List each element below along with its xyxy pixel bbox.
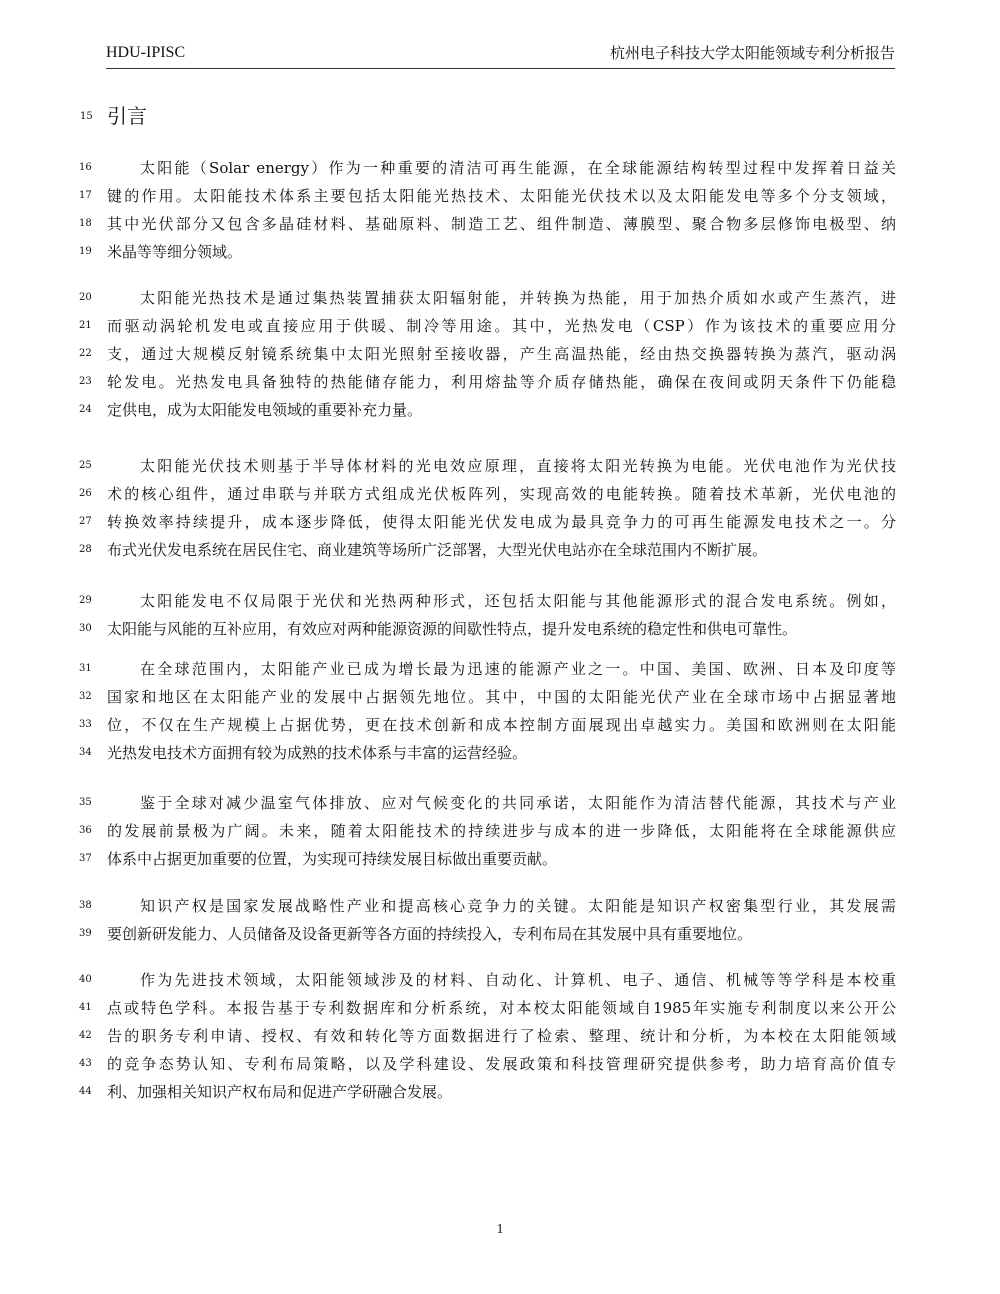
text-line — [79, 892, 896, 920]
line-number: 39 — [79, 928, 92, 939]
text-line — [79, 508, 896, 536]
text-line — [79, 683, 896, 711]
text-line — [79, 480, 896, 508]
text-line — [79, 536, 896, 564]
line-text: 支，通过大规模反射镜系统集中太阳光照射至接收器，产生高温热能，经由热交换器转换为蒸汽，驱动涡 — [107, 345, 896, 363]
line-text: 转换效率持续提升，成本逐步降低，使得太阳能光伏发电成为最具竞争力的可再生能源发电技术之一。分 — [107, 513, 896, 531]
line-number: 27 — [79, 516, 92, 527]
line-text: 知识产权是国家发展战略性产业和提高核心竞争力的关键。太阳能是知识产权密集型行业，其发展需 — [140, 897, 896, 915]
line-number: 25 — [79, 460, 92, 471]
text-line — [79, 284, 896, 312]
header-divider — [106, 68, 895, 69]
text-line — [79, 182, 896, 210]
text-line — [79, 966, 896, 994]
line-number: 32 — [79, 691, 92, 702]
text-line — [79, 587, 896, 615]
page-number: 1 — [496, 1222, 504, 1237]
line-text: 在全球范围内，太阳能产业已成为增长最为迅速的能源产业之一。中国、美国、欧洲、日本及印度等 — [140, 660, 896, 678]
text-line — [79, 994, 896, 1022]
line-number: 24 — [79, 404, 92, 415]
line-text: 光热发电技术方面拥有较为成熟的技术体系与丰富的运营经验。 — [107, 744, 528, 762]
section-heading — [0, 103, 1000, 129]
paragraph — [79, 452, 896, 564]
text-line — [79, 845, 896, 873]
line-number: 16 — [79, 162, 92, 173]
text-line — [79, 920, 896, 948]
line-text: 国家和地区在太阳能产业的发展中占据领先地位。其中，中国的太阳能光伏产业在全球市场中占据显著地 — [107, 688, 896, 706]
line-text: 轮发电。光热发电具备独特的热能储存能力，利用熔盐等介质存储热能，确保在夜间或阴天条件下仍能稳 — [107, 373, 896, 391]
line-number: 38 — [79, 900, 92, 911]
line-text: 太阳能光伏技术则基于半导体材料的光电效应原理，直接将太阳光转换为电能。光伏电池作为光伏技 — [140, 457, 896, 475]
line-number: 34 — [79, 747, 92, 758]
line-number: 41 — [79, 1002, 92, 1013]
line-text: 太阳能光热技术是通过集热装置捕获太阳辐射能，并转换为热能，用于加热介质如水或产生蒸汽，进 — [140, 289, 896, 307]
line-number: 29 — [79, 595, 92, 606]
paragraph — [79, 789, 896, 873]
text-line — [79, 238, 896, 266]
line-number: 40 — [79, 974, 92, 985]
line-number: 17 — [79, 190, 92, 201]
line-text: 太阳能与风能的互补应用，有效应对两种能源资源的间歇性特点，提升发电系统的稳定性和供电可靠性。 — [107, 620, 798, 638]
line-text: 布式光伏发电系统在居民住宅、商业建筑等场所广泛部署，大型光伏电站亦在全球范围内不断扩展。 — [107, 541, 768, 559]
text-line — [79, 312, 896, 340]
line-number: 19 — [79, 246, 92, 257]
text-line — [79, 1050, 896, 1078]
line-text: 术的核心组件，通过串联与并联方式组成光伏板阵列，实现高效的电能转换。随着技术革新，光伏电池的 — [107, 485, 896, 503]
paragraph — [79, 966, 896, 1106]
page-header — [106, 44, 895, 66]
text-line — [79, 452, 896, 480]
text-line — [79, 396, 896, 424]
line-text: 太阳能（Solar energy）作为一种重要的清洁可再生能源，在全球能源结构转型过程中发挥着日益关 — [140, 159, 896, 177]
paragraph — [79, 892, 896, 948]
line-number: 21 — [79, 320, 92, 331]
line-number: 43 — [79, 1058, 92, 1069]
line-number: 26 — [79, 488, 92, 499]
line-number: 30 — [79, 623, 92, 634]
line-text: 其中光伏部分又包含多晶硅材料、基础原料、制造工艺、组件制造、薄膜型、聚合物多层修饰电极型、纳 — [107, 215, 896, 233]
text-line — [79, 817, 896, 845]
text-line — [79, 789, 896, 817]
line-text: 位，不仅在生产规模上占据优势，更在技术创新和成本控制方面展现出卓越实力。美国和欧洲则在太阳能 — [107, 716, 896, 734]
line-text: 点或特色学科。本报告基于专利数据库和分析系统，对本校太阳能领域自1985年实施专利制度以来公开公 — [107, 999, 896, 1017]
text-line — [79, 655, 896, 683]
text-line — [79, 210, 896, 238]
line-text: 作为先进技术领域，太阳能领域涉及的材料、自动化、计算机、电子、通信、机械等等学科是本校重 — [140, 971, 896, 989]
text-line — [79, 1022, 896, 1050]
line-number: 15 — [80, 111, 93, 122]
line-text: 而驱动涡轮机发电或直接应用于供暖、制冷等用途。其中，光热发电（CSP）作为该技术的重要应用分 — [107, 317, 896, 335]
line-text: 的竞争态势认知、专利布局策略，以及学科建设、发展政策和科技管理研究提供参考，助力培育高价值专 — [107, 1055, 896, 1073]
line-number: 20 — [79, 292, 92, 303]
text-line — [79, 154, 896, 182]
section-title: 引言 — [107, 104, 147, 128]
line-text: 体系中占据更加重要的位置，为实现可持续发展目标做出重要贡献。 — [107, 850, 558, 868]
line-number: 44 — [79, 1086, 92, 1097]
line-number: 42 — [79, 1030, 92, 1041]
paragraph — [79, 284, 896, 424]
line-number: 31 — [79, 663, 92, 674]
line-text: 太阳能发电不仅局限于光伏和光热两种形式，还包括太阳能与其他能源形式的混合发电系统。例如， — [140, 592, 896, 610]
text-line — [79, 340, 896, 368]
paragraph — [79, 655, 896, 767]
line-number: 28 — [79, 544, 92, 555]
text-line — [79, 368, 896, 396]
line-number: 36 — [79, 825, 92, 836]
line-text: 要创新研发能力、人员储备及设备更新等各方面的持续投入，专利布局在其发展中具有重要地位。 — [107, 925, 753, 943]
line-number: 37 — [79, 853, 92, 864]
line-text: 利、加强相关知识产权布局和促进产学研融合发展。 — [107, 1083, 453, 1101]
paragraph — [79, 587, 896, 643]
line-text: 鉴于全球对减少温室气体排放、应对气候变化的共同承诺，太阳能作为清洁替代能源，其技术与产业 — [140, 794, 896, 812]
line-number: 23 — [79, 376, 92, 387]
line-text: 米晶等等细分领域。 — [107, 243, 243, 261]
text-line — [79, 739, 896, 767]
line-number: 22 — [79, 348, 92, 359]
line-number: 35 — [79, 797, 92, 808]
line-text: 告的职务专利申请、授权、有效和转化等方面数据进行了检索、整理、统计和分析，为本校在太阳能领域 — [107, 1027, 896, 1045]
line-number: 33 — [79, 719, 92, 730]
text-line — [79, 615, 896, 643]
header-left-label: HDU-IPISC — [106, 44, 186, 61]
line-text: 键的作用。太阳能技术体系主要包括太阳能光热技术、太阳能光伏技术以及太阳能发电等多个分支领域， — [107, 187, 896, 205]
text-line — [79, 711, 896, 739]
line-text: 定供电，成为太阳能发电领域的重要补充力量。 — [107, 401, 423, 419]
line-text: 的发展前景极为广阔。未来，随着太阳能技术的持续进步与成本的进一步降低，太阳能将在全球能源供应 — [107, 822, 896, 840]
paragraph — [79, 154, 896, 266]
line-number: 18 — [79, 218, 92, 229]
header-report-title: 杭州电子科技大学太阳能领域专利分析报告 — [609, 44, 895, 62]
text-line — [79, 1078, 896, 1106]
